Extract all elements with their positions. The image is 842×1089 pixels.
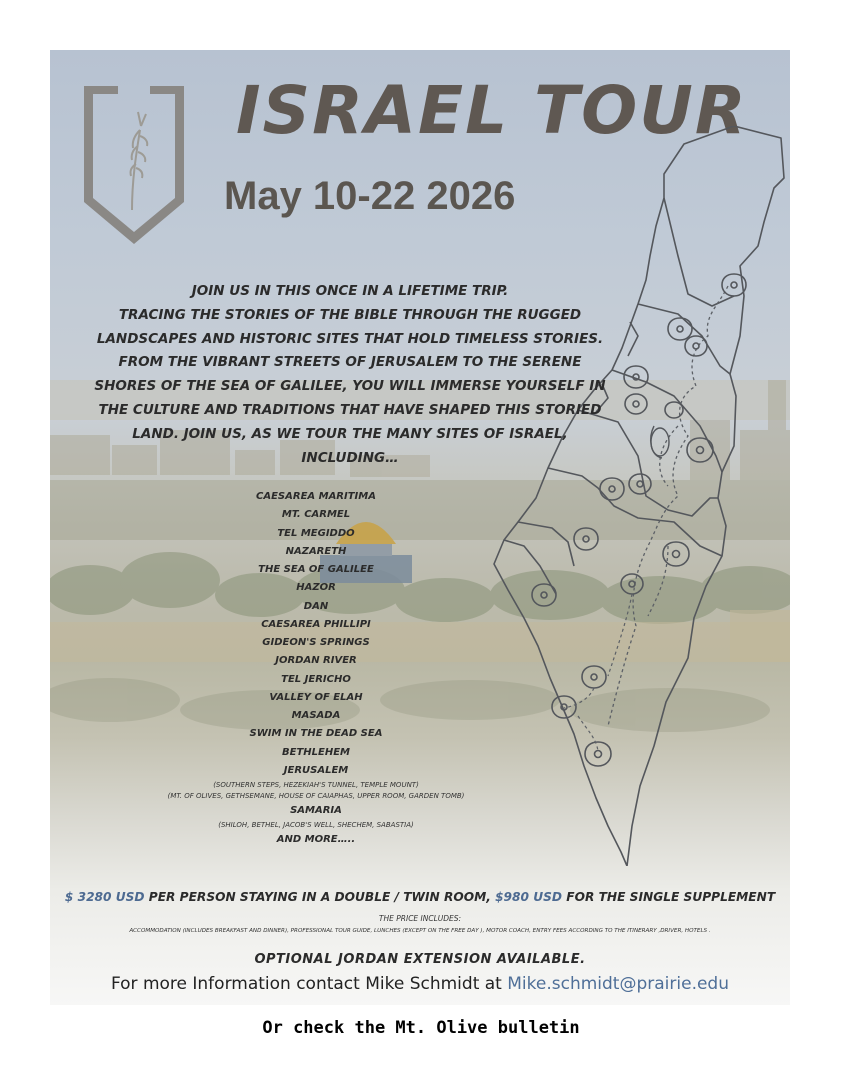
single-price-text: FOR THE SINGLE SUPPLEMENT	[562, 890, 776, 904]
site-item: TEL MEGIDDO	[277, 527, 355, 539]
shield-wheat-logo	[80, 80, 188, 246]
site-item: SWIM IN THE DEAD SEA	[249, 728, 383, 740]
double-price: $ 3280 USD	[64, 890, 145, 904]
site-item: JERUSALEM	[283, 764, 349, 776]
site-item: CAESAREA PHILLIPI	[261, 618, 371, 630]
site-item: TEL JERICHO	[281, 673, 351, 685]
site-item: DAN	[303, 600, 329, 612]
contact-line	[50, 974, 790, 994]
jordan-extension: OPTIONAL JORDAN EXTENSION AVAILABLE.	[254, 952, 586, 967]
intro-line: LANDSCAPES AND HISTORIC SITES THAT HOLD TIMELESS STORIES.	[96, 330, 604, 347]
includes-text: ACCOMMODATION (INCLUDES BREAKFAST AND DINNER), PROFESSIONAL TOUR GUIDE, LUNCHES (EXCEPT ON THE FREE DAY ), MOTOR COACH, ENTRY FEES ACCORDING TO THE ITINERARY ,DRIVER, HOTELS .	[129, 928, 711, 934]
sites-list	[146, 488, 486, 850]
site-item: GIDEON'S SPRINGS	[262, 637, 370, 648]
single-price: $980 USD	[495, 890, 563, 904]
israel-map	[478, 126, 790, 866]
intro-line: TRACING THE STORIES OF THE BIBLE THROUGH THE RUGGED	[118, 306, 582, 323]
tour-poster	[50, 50, 790, 1005]
jerusalem-note: (MT. OF OLIVES, GETHSEMANE, HOUSE OF CAIAPHAS, UPPER ROOM, GARDEN TOMB)	[167, 792, 465, 800]
site-item: JORDAN RIVER	[275, 655, 357, 667]
site-item: MASADA	[291, 710, 341, 721]
intro-paragraph	[50, 280, 650, 470]
site-item: CAESAREA MARITIMA	[256, 491, 376, 502]
jerusalem-note: (SOUTHERN STEPS, HEZEKIAH'S TUNNEL, TEMPLE MOUNT)	[213, 781, 419, 789]
double-price-text: PER PERSON STAYING IN A DOUBLE / TWIN ROOM,	[144, 890, 496, 904]
bulletin-note: Or check the Mt. Olive bulletin	[262, 1018, 580, 1038]
page-title: ISRAEL TOUR	[236, 72, 748, 149]
intro-line: JOIN US IN THIS ONCE IN A LIFETIME TRIP.	[191, 283, 509, 299]
site-item: BETHLEHEM	[282, 746, 350, 758]
contact-text: For more Information contact Mike Schmidt at	[110, 974, 508, 994]
price-line	[50, 890, 790, 904]
site-item: VALLEY OF ELAH	[269, 691, 363, 703]
samaria-note: (SHILOH, BETHEL, JACOB'S WELL, SHECHEM, SABASTIA)	[218, 821, 414, 830]
tour-dates: May 10-22 2026	[224, 174, 516, 218]
site-item: NAZARETH	[285, 545, 347, 557]
site-item: THE SEA OF GALILEE	[258, 564, 374, 575]
and-more-text: AND MORE…..	[276, 834, 356, 846]
intro-line: LAND. JOIN US, AS WE TOUR THE MANY SITES OF ISRAEL,	[132, 425, 568, 442]
site-item: SAMARIA	[290, 805, 342, 816]
intro-line: SHORES OF THE SEA OF GALILEE, YOU WILL IMMERSE YOURSELF IN	[94, 378, 606, 395]
site-item: MT. CARMEL	[281, 509, 351, 521]
intro-line: FROM THE VIBRANT STREETS OF JERUSALEM TO THE SERENE	[118, 354, 582, 371]
contact-email-link[interactable]: Mike.schmidt@prairie.edu	[507, 974, 729, 994]
includes-label: THE PRICE INCLUDES:	[378, 914, 462, 923]
intro-line: INCLUDING…	[301, 449, 399, 466]
intro-line: THE CULTURE AND TRADITIONS THAT HAVE SHAPED THIS STORIED	[98, 401, 602, 418]
site-item: HAZOR	[296, 582, 336, 594]
